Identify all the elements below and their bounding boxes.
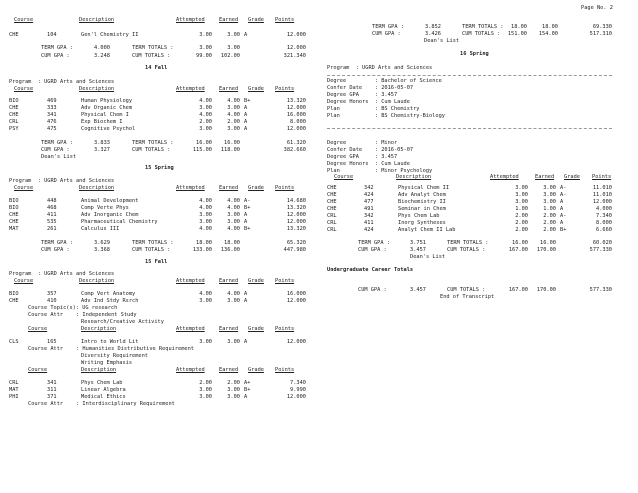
course-attr-label: Course Attr: [28, 312, 64, 318]
course-attr-value: : Humanities Distributive Requirement: [76, 346, 194, 352]
deans-list: Dean's List: [41, 154, 77, 160]
header-earned: Earned: [219, 17, 239, 23]
dashed-separator: [327, 75, 612, 76]
header-description: Description: [79, 17, 115, 23]
term-title-15-fall: 15 Fall: [145, 259, 168, 265]
page-number: Page No. 2: [581, 5, 613, 11]
deans-list: Dean's List: [410, 254, 446, 260]
header-course: Course: [14, 17, 34, 23]
header-points: Points: [275, 17, 295, 23]
program-line: Program : UGRD Arts and Sciences: [9, 79, 115, 85]
program-line: Program : UGRD Arts and Sciences: [9, 271, 115, 277]
program-line: Program : UGRD Arts and Sciences: [9, 178, 115, 184]
deans-list: Dean's List: [424, 38, 460, 44]
term-title-16-spring: 16 Spring: [460, 51, 489, 57]
header-attempted: Attempted: [176, 17, 205, 23]
career-totals-title: Undergraduate Career Totals: [327, 267, 414, 273]
course-attr-label: Course Attr: [28, 346, 64, 352]
header-grade: Grade: [248, 17, 264, 23]
course-attr-value: Writing Emphasis: [81, 360, 133, 366]
term-title-15-spring: 15 Spring: [145, 165, 174, 171]
dashed-separator: [327, 128, 612, 129]
course-attr-value: Diversity Requirement: [81, 353, 148, 359]
course-attr-label: Course Attr: [28, 401, 64, 407]
course-topic: Course Topic(s): UG research: [28, 305, 118, 311]
course-attr-value: : Independent Study: [76, 312, 137, 318]
term-title-14-fall: 14 Fall: [145, 65, 168, 71]
course-attr-value: : Interdisciplinary Requirement: [76, 401, 175, 407]
end-of-transcript: End of Transcript: [440, 294, 495, 300]
course-attr-value: Research/Creative Activity: [81, 319, 164, 325]
program-line: Program : UGRD Arts and Sciences: [327, 65, 433, 71]
